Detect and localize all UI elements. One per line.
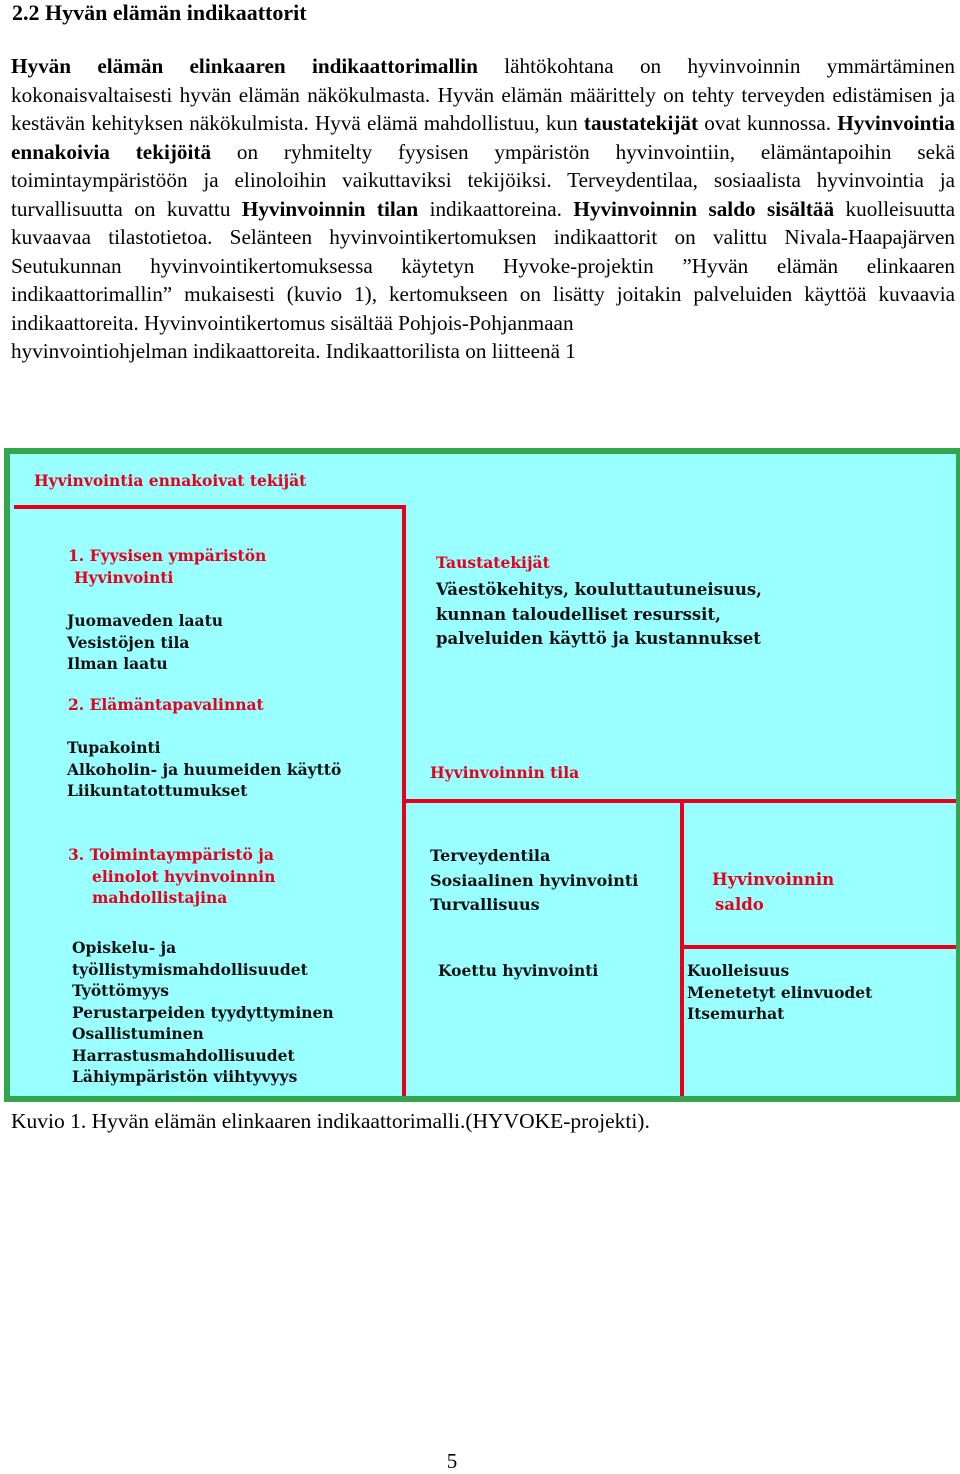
title-line: mahdollistajina [92,888,228,907]
environment-list [72,937,334,1088]
title-line: 3. Toimintaympäristö ja [68,845,274,864]
list-item: Menetetyt elinvuodet [687,982,873,1002]
emphasis-wellbeing-state: Hyvinvoinnin tilan [241,196,419,221]
indicator-model-figure [4,448,960,1102]
title-line: 1. Fyysisen ympäristön [68,546,267,565]
list-item: Juomaveden laatu [67,611,224,630]
wellbeing-balance-list [687,960,872,1025]
emphasis-indicator-model: Hyvän elämän elinkaaren indikaattorimallin [11,54,478,78]
list-item: Itsemurhat [687,1004,785,1023]
list-item: Liikuntatottumukset [67,781,248,800]
background-factors-title: Taustatekijät [436,553,550,572]
list-item: Lähiympäristön viihtyvyys [72,1067,298,1086]
emphasis-background-factors: taustatekijät [583,111,699,135]
title-line: saldo [715,894,764,914]
body-text-4: indikaattoreina. [418,196,574,221]
list-item: Opiskelu- ja [72,938,177,957]
list-item: Kuolleisuus [687,961,790,980]
list-item: Terveydentila [430,846,551,865]
body-text-5: kuolleisuutta kuvaavaa tilastotietoa. Selänteen hyvinvointikertomuksen indikaattorit on valittu Nivala-Haapajärven Seutukunnan hyvinvointikertomuksessa käytetyn Hyvoke-projektin ”Hyvän elämän elinkaaren indikaattorimallin” mukaisesti (kuvio 1), kertomukseen on lisätty joitakin palveluiden käyttöä kuvaavia indikaattoreita. Hyvinvointikertomus sisältää Pohjois-Pohjanmaan [11,196,955,335]
list-item: Alkoholin- ja huumeiden käyttö [67,759,342,779]
page-number: 5 [446,1449,458,1473]
figure-caption: Kuvio 1. Hyvän elämän elinkaaren indikaattorimalli.(HYVOKE-projekti). [11,1109,650,1133]
physical-environment-title [68,545,266,588]
list-item: Harrastusmahdollisuudet [72,1045,295,1065]
divider-lower-horizontal [680,945,956,949]
wellbeing-state-list [430,844,638,918]
list-item: Väestökehitys, kouluttautuneisuus, [436,580,762,599]
list-item: työllistymismahdollisuudet [72,959,308,979]
list-item: Vesistöjen tila [67,632,190,652]
section-heading: 2.2 Hyvän elämän indikaattorit [12,0,307,25]
environment-title [68,844,275,909]
list-item: Turvallisuus [430,895,540,914]
list-item: Työttömyys [72,981,169,1000]
wellbeing-state-title: Hyvinvoinnin tila [430,763,580,782]
list-item: Sosiaalinen hyvinvointi [430,870,639,890]
body-text-1: lähtökohtana on hyvinvoinnin ymmärtäminen kokonaisvaltaisesti hyvän elämän näkökulmasta. Hyvän elämän määrittely on tehty terveyden edistämisen ja kestävän kehityksen näkökulmista. Hyvä elämä mahdollistuu, kun [11,54,955,135]
body-last-line: hyvinvointiohjelman indikaattoreita. Indikaattorilista on liitteenä 1 [11,339,576,363]
body-paragraph [11,52,955,366]
lifestyle-title: 2. Elämäntapavalinnat [68,695,264,714]
emphasis-wellbeing-balance: Hyvinvoinnin saldo sisältää [573,196,835,221]
perceived-wellbeing: Koettu hyvinvointi [438,961,599,980]
list-item: Ilman laatu [67,654,168,673]
divider-middle-horizontal [402,799,956,803]
physical-environment-list [67,610,223,675]
list-item: Perustarpeiden tyydyttyminen [72,1002,334,1022]
divider-top-horizontal [14,505,405,509]
list-item: Tupakointi [67,738,161,757]
body-text-2: ovat kunnossa. [698,111,838,135]
predictors-title: Hyvinvointia ennakoivat tekijät [34,471,307,490]
body-text-3: on ryhmitelty fyysisen ympäristön hyvinvointiin, elämäntapoihin sekä toimintaympäristöön ja elinoloihin vaikuttaviksi tekijöiksi. Terveydentilaa, sosiaalista hyvinvointia ja turvallisuutta on kuvattu [11,139,955,221]
list-item: kunnan taloudelliset resurssit, [436,604,721,624]
emphasis-predictors: Hyvinvointia ennakoivia tekijöitä [11,111,955,164]
title-line: Hyvinvointi [74,567,174,587]
title-line: Hyvinvoinnin [712,870,835,889]
lifestyle-list [67,737,341,802]
wellbeing-balance-title [712,868,834,917]
list-item: Osallistuminen [72,1024,204,1043]
background-factors-list [436,578,762,652]
title-line: elinolot hyvinvoinnin [92,866,276,886]
list-item: palveluiden käyttö ja kustannukset [436,629,761,648]
